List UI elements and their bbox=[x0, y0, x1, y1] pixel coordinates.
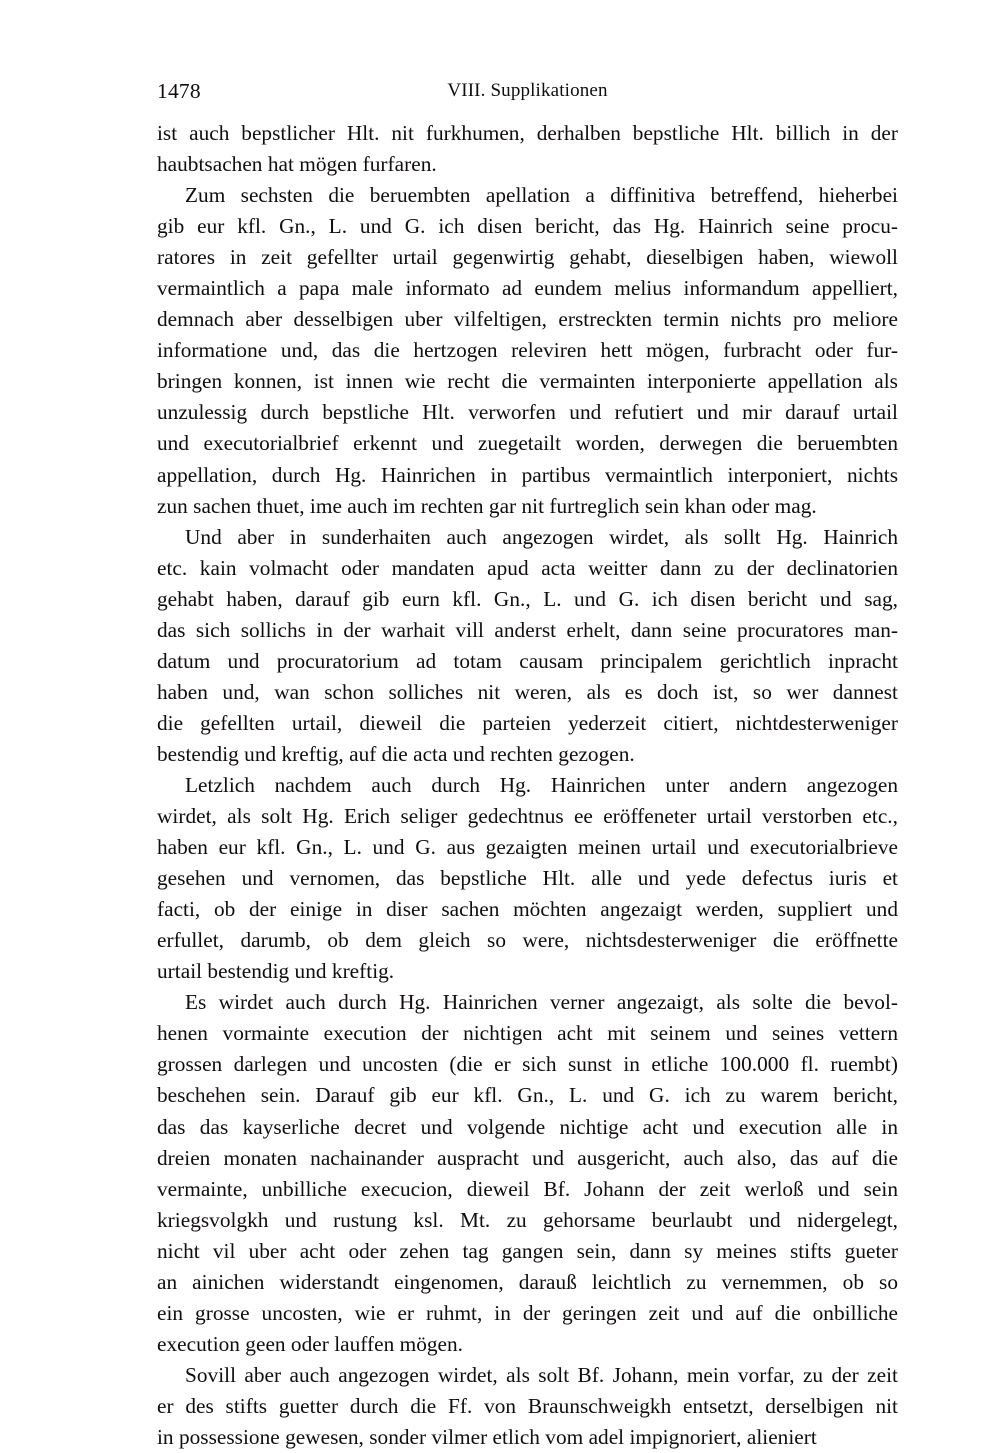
text-line: vermainte, unbilliche execucion, dieweil Bf. Johann der zeit werloß und sein bbox=[157, 1176, 898, 1201]
running-head bbox=[157, 76, 898, 106]
text-line: ein grosse uncosten, wie er ruhmt, in der geringen zeit und auf die onbilliche bbox=[157, 1300, 898, 1325]
text-line: appellation, durch Hg. Hainrichen in partibus vermaintlich interponiert, nichts bbox=[157, 462, 898, 487]
text-line: urtail bestendig und kreftig. bbox=[157, 959, 395, 984]
text-line: gib eur kfl. Gn., L. und G. ich disen bericht, das Hg. Hainrich seine procu- bbox=[157, 214, 898, 239]
text-line: bringen konnen, ist innen wie recht die vermainten interponierte appellation als bbox=[157, 369, 898, 394]
text-line: ist auch bepstlicher Hlt. nit furkhumen, derhalben bepstliche Hlt. billich in der bbox=[157, 121, 898, 145]
text-line: grossen darlegen und uncosten (die er sich sunst in etliche 100.000 fl. ruembt) bbox=[157, 1052, 898, 1077]
text-line: in possessione gewesen, sonder vilmer etlich vom adel impignoriert, alieniert bbox=[157, 1424, 817, 1449]
text-line: Es wirdet auch durch Hg. Hainrichen verner angezaigt, als solte die bevol- bbox=[185, 990, 898, 1015]
paragraph bbox=[157, 770, 898, 987]
text-line: henen vormainte execution der nichtigen acht mit seinem und seines vettern bbox=[157, 1021, 898, 1046]
text-line: Und aber in sunderhaiten auch angezogen wirdet, als sollt Hg. Hainrich bbox=[185, 524, 898, 549]
text-line: das das kayserliche decret und volgende nichtige acht und execution alle in bbox=[157, 1114, 898, 1139]
text-line: informatione und, das die hertzogen releviren hett mögen, furbracht oder fur- bbox=[157, 338, 898, 363]
text-line: etc. kain volmacht oder mandaten apud acta weitter dann zu der declinatorien bbox=[157, 555, 898, 580]
text-line: demnach aber desselbigen uber vilfeltigen, erstreckten termin nichts pro meliore bbox=[157, 307, 898, 332]
paragraph bbox=[157, 118, 898, 180]
text-line: vermaintlich a papa male informato ad eundem melius informandum appelliert, bbox=[157, 276, 898, 301]
text-line: die gefellten urtail, dieweil die parteien yederzeit citiert, nichtdesterweniger bbox=[157, 710, 898, 735]
text-line: kriegsvolgkh und rustung ksl. Mt. zu gehorsame beurlaubt und nidergelegt, bbox=[157, 1207, 898, 1232]
text-line: bestendig und kreftig, auf die acta und rechten gezogen. bbox=[157, 741, 635, 766]
text-line: facti, ob der einige in diser sachen möchten angezaigt werden, suppliert und bbox=[157, 897, 898, 922]
text-line: das sich sollichs in der warhait vill anderst erhelt, dann seine procuratores man- bbox=[157, 617, 898, 642]
text-line: Letzlich nachdem auch durch Hg. Hainrichen unter andern angezogen bbox=[185, 772, 898, 797]
text-line: nicht vil uber acht oder zehen tag gangen sein, dann sy meines stifts gueter bbox=[157, 1238, 898, 1263]
text-line: dreien monaten nachainander auspracht und ausgericht, auch also, das auf die bbox=[157, 1145, 898, 1170]
text-line: wirdet, als solt Hg. Erich seliger gedechtnus ee eröffeneter urtail verstorben etc., bbox=[157, 804, 898, 829]
text-line: und executorialbrief erkennt und zuegetailt worden, derwegen die beruembten bbox=[157, 431, 898, 456]
text-line: ratores in zeit gefellter urtail gegenwirtig gehabt, dieselbigen haben, wiewoll bbox=[157, 245, 898, 270]
text-line: unzulessig durch bepstliche Hlt. verworfen und refutiert und mir darauf urtail bbox=[157, 400, 898, 425]
text-line: datum und procuratorium ad totam causam principalem gerichtlich inpracht bbox=[157, 648, 898, 673]
text-line: haubtsachen hat mögen furfaren. bbox=[157, 152, 437, 177]
text-line: execution geen oder lauffen mögen. bbox=[157, 1331, 464, 1356]
paragraph bbox=[157, 180, 898, 522]
text-line: beschehen sein. Darauf gib eur kfl. Gn., L. und G. ich zu warem bericht, bbox=[157, 1083, 898, 1108]
text-line: haben und, wan schon solliches nit weren, als es doch ist, so wer dannest bbox=[157, 679, 898, 704]
body-text-block bbox=[157, 118, 898, 1453]
text-line: erfullet, darumb, ob dem gleich so were, nichtsdesterweniger die eröffnette bbox=[157, 928, 898, 953]
text-line: haben eur kfl. Gn., L. und G. aus gezaigten meinen urtail und executorialbrieve bbox=[157, 835, 898, 860]
paragraph bbox=[157, 522, 898, 770]
text-line: gesehen und vernomen, das bepstliche Hlt. alle und yede defectus iuris et bbox=[157, 866, 898, 891]
text-line: an ainichen widerstandt eingenomen, darauß leichtlich zu vernemmen, ob so bbox=[157, 1269, 898, 1294]
text-line: zun sachen thuet, ime auch im rechten gar nit furtreglich sein khan oder mag. bbox=[157, 493, 817, 518]
text-line: Zum sechsten die beruembten apellation a diffinitiva betreffend, hieherbei bbox=[185, 183, 898, 208]
running-head-title: VIII. Supplikationen bbox=[447, 80, 608, 101]
page-number: 1478 bbox=[157, 79, 201, 103]
paragraph bbox=[157, 1360, 898, 1453]
text-line: gehabt haben, darauf gib eurn kfl. Gn., L. und G. ich disen bericht und sag, bbox=[157, 586, 898, 611]
text-line: er des stifts guetter durch die Ff. von Braunschweigkh entsetzt, derselbigen nit bbox=[157, 1393, 898, 1418]
paragraph bbox=[157, 987, 898, 1360]
text-line: Sovill aber auch angezogen wirdet, als solt Bf. Johann, mein vorfar, zu der zeit bbox=[185, 1362, 898, 1387]
